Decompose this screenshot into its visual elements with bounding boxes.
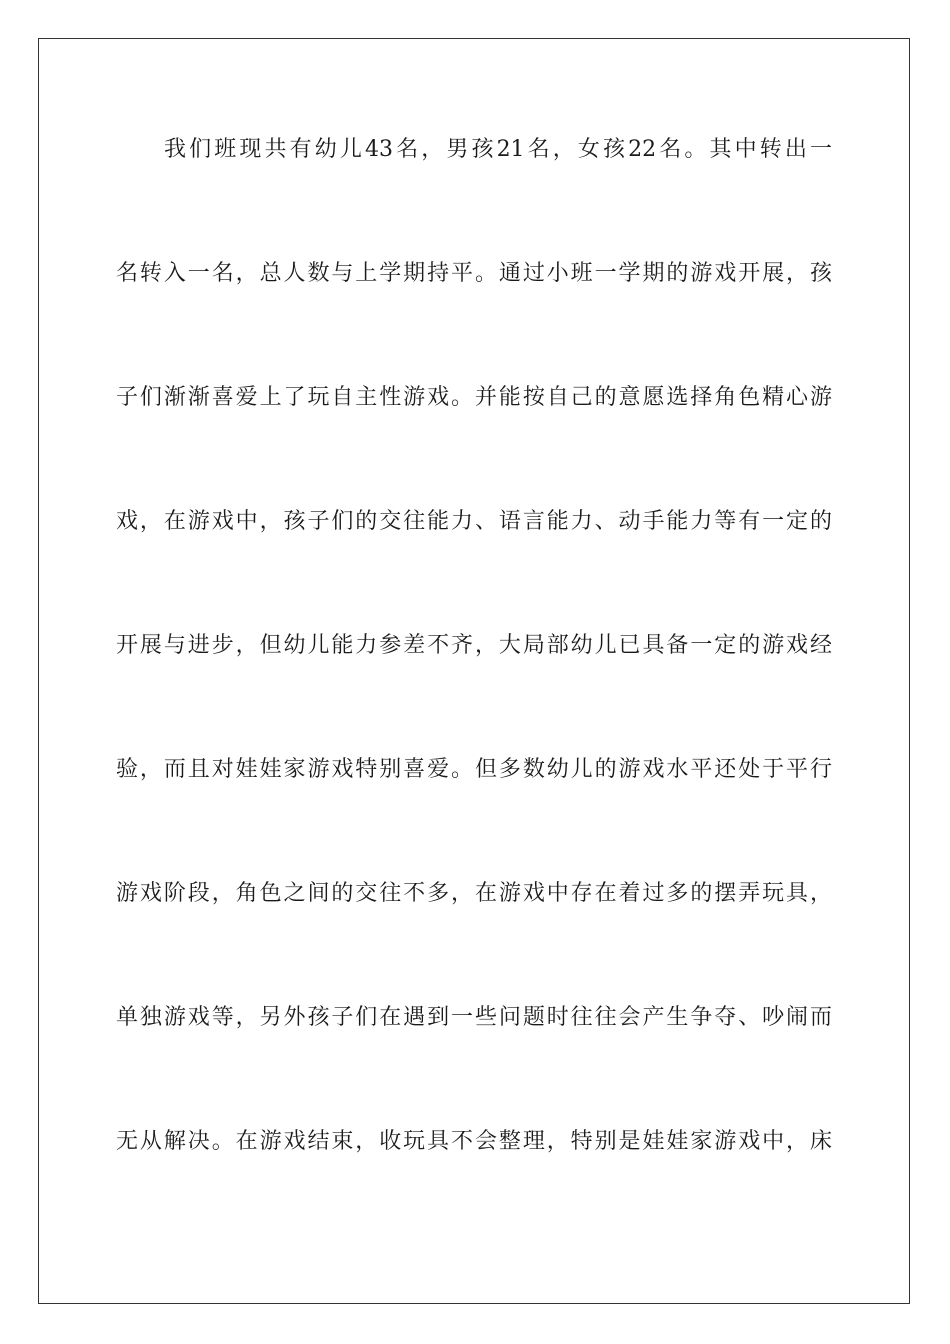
paragraph-line-9: 无从解决。在游戏结束，收玩具不会整理，特别是娃娃家游戏中，床 [116,1129,832,1154]
paragraph-line-4: 戏，在游戏中，孩子们的交往能力、语言能力、动手能力等有一定的 [116,509,832,534]
paragraph-line-1: 我们班现共有幼儿43名，男孩21名，女孩22名。其中转出一 [164,137,832,162]
paragraph-line-5: 开展与进步，但幼儿能力参差不齐，大局部幼儿已具备一定的游戏经 [116,633,832,658]
page-border [38,38,910,1304]
paragraph-line-6: 验，而且对娃娃家游戏特别喜爱。但多数幼儿的游戏水平还处于平行 [116,757,832,782]
paragraph-line-7: 游戏阶段，角色之间的交往不多，在游戏中存在着过多的摆弄玩具， [116,881,832,906]
paragraph-line-2: 名转入一名，总人数与上学期持平。通过小班一学期的游戏开展，孩 [116,261,832,286]
paragraph-line-3: 子们渐渐喜爱上了玩自主性游戏。并能按自己的意愿选择角色精心游 [116,385,832,410]
paragraph-line-8: 单独游戏等，另外孩子们在遇到一些问题时往往会产生争夺、吵闹而 [116,1005,832,1030]
